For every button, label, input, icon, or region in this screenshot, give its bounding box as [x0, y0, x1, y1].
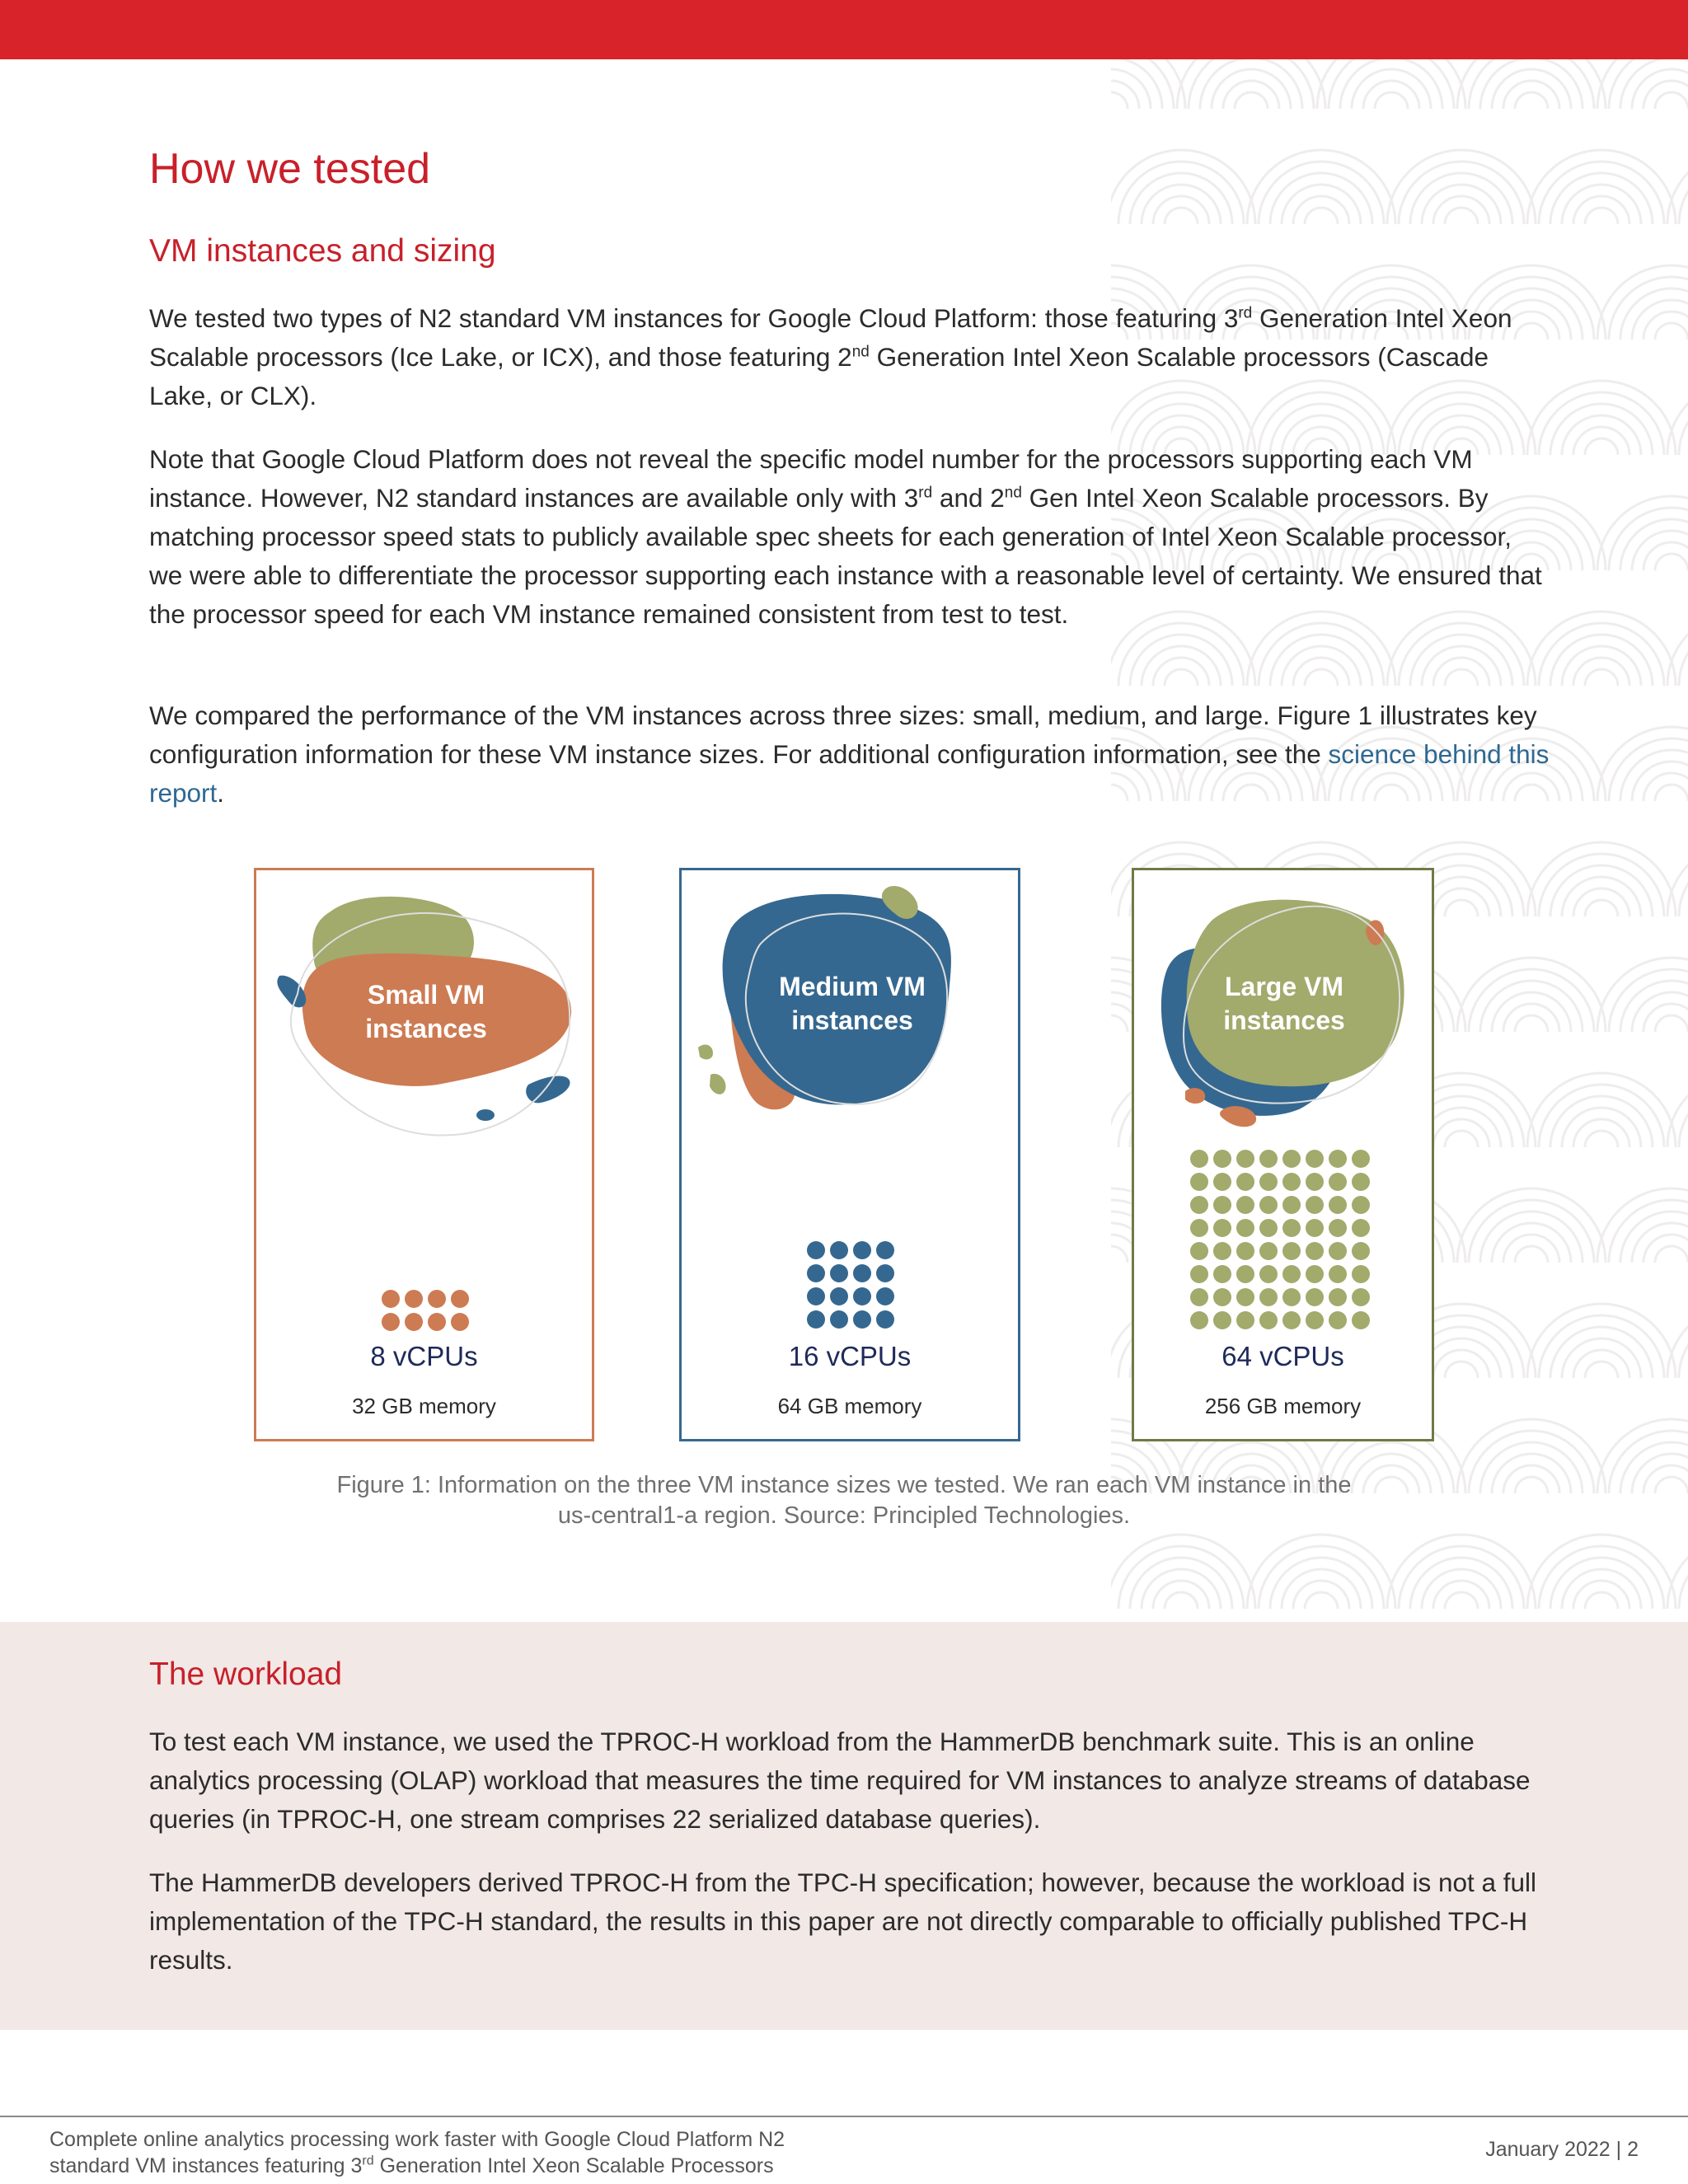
vcpu-dot — [451, 1290, 469, 1308]
vcpu-dot — [1352, 1219, 1370, 1237]
vcpu-dot — [1236, 1196, 1254, 1214]
medium-vm-vcpus: 16 vCPUs — [788, 1341, 912, 1371]
vcpu-dot — [1306, 1311, 1324, 1329]
vcpu-dot — [830, 1287, 848, 1305]
section-heading-workload: The workload — [149, 1657, 343, 1692]
vcpu-dot — [1282, 1173, 1301, 1191]
vcpu-dot — [1259, 1173, 1278, 1191]
vcpu-dot — [1282, 1288, 1301, 1306]
science-behind-report-link[interactable]: science behind this report — [149, 739, 1550, 808]
vcpu-dot — [1282, 1219, 1301, 1237]
vcpu-dot — [1329, 1242, 1347, 1260]
vcpu-dot — [1190, 1150, 1208, 1168]
large-vm-label: Large VM instances — [1223, 972, 1345, 1035]
vcpu-dot — [1329, 1288, 1347, 1306]
vcpu-dot — [428, 1290, 446, 1308]
top-brand-bar — [0, 0, 1688, 59]
vcpu-dot — [1236, 1150, 1254, 1168]
vcpu-dot — [807, 1241, 825, 1259]
vcpu-dot — [1213, 1219, 1231, 1237]
medium-vm-vcpu-dots — [807, 1241, 894, 1329]
medium-vm-card — [679, 868, 1020, 1441]
vcpu-dot — [876, 1287, 894, 1305]
medium-vm-label: Medium VM instances — [779, 972, 926, 1035]
large-vm-card — [1132, 868, 1434, 1441]
vcpu-dot — [876, 1264, 894, 1282]
vcpu-dot — [830, 1264, 848, 1282]
small-vm-card — [254, 868, 594, 1441]
vcpu-dot — [1213, 1288, 1231, 1306]
vcpu-dot — [1190, 1196, 1208, 1214]
vcpu-dot — [853, 1241, 871, 1259]
vcpu-dot — [1282, 1196, 1301, 1214]
small-vm-label: Small VM instances — [365, 980, 487, 1043]
paragraph-tproc-h: To test each VM instance, we used the TPROC-H workload from the HammerDB benchmark suite. This is an online analytics processing (OLAP) workload that measures the time required for VM instances to analyze streams of database queries (in TPROC-H, one stream comprises 22 serialized database queries). — [149, 1727, 1531, 1834]
medium-vm-memory: 64 GB memory — [777, 1394, 922, 1418]
vcpu-dot — [382, 1313, 400, 1331]
vcpu-dot — [405, 1290, 423, 1308]
vcpu-dot — [428, 1313, 446, 1331]
vcpu-dot — [1282, 1242, 1301, 1260]
small-vm-vcpus: 8 vCPUs — [370, 1341, 478, 1371]
paragraph-model-number: Note that Google Cloud Platform does not reveal the specific model number for the processors supporting each VM instance. However, N2 standard instances are available only with 3rd and 2nd Gen Intel Xeon Scalable processors. By matching processor speed stats to publicly available spec sheets for each generation of Intel Xeon Scalable processor, we were able to differentiate the processor supporting each instance with a reasonable level of certainty. We ensured that the processor speed for each VM instance remained consistent from test to test. — [149, 444, 1542, 629]
vcpu-dot — [1282, 1311, 1301, 1329]
section-heading-sizing: VM instances and sizing — [149, 233, 496, 269]
vcpu-dot — [1329, 1311, 1347, 1329]
vcpu-dot — [1213, 1173, 1231, 1191]
small-vm-memory: 32 GB memory — [352, 1394, 496, 1418]
vcpu-dot — [1352, 1242, 1370, 1260]
vcpu-dot — [853, 1310, 871, 1329]
vcpu-dot — [1329, 1150, 1347, 1168]
large-vm-vcpus: 64 vCPUs — [1221, 1341, 1344, 1371]
vcpu-dot — [1236, 1265, 1254, 1283]
vcpu-dot — [1190, 1288, 1208, 1306]
large-vm-vcpu-dots — [1190, 1150, 1370, 1329]
vcpu-dot — [1306, 1288, 1324, 1306]
vcpu-dot — [1329, 1265, 1347, 1283]
vcpu-dot — [1282, 1150, 1301, 1168]
vcpu-dot — [1190, 1219, 1208, 1237]
vcpu-dot — [451, 1313, 469, 1331]
vcpu-dot — [1306, 1150, 1324, 1168]
paragraph-sizes: We compared the performance of the VM instances across three sizes: small, medium, and large. Figure 1 illustrates key configuration information for these VM instance sizes. For additional configuration information, see the science behind this report. — [149, 701, 1550, 808]
vcpu-dot — [1329, 1173, 1347, 1191]
vcpu-dot — [1213, 1265, 1231, 1283]
vcpu-dot — [1236, 1173, 1254, 1191]
vcpu-dot — [1236, 1242, 1254, 1260]
vcpu-dot — [1213, 1150, 1231, 1168]
vcpu-dot — [830, 1241, 848, 1259]
vcpu-dot — [1190, 1173, 1208, 1191]
footer-divider — [0, 2116, 1688, 2117]
vcpu-dot — [1259, 1242, 1278, 1260]
vcpu-dot — [1352, 1150, 1370, 1168]
vcpu-dot — [807, 1310, 825, 1329]
footer-report-title: Complete online analytics processing work faster with Google Cloud Platform N2 standard VM instances featuring 3rd Generation Intel Xeon Scalable Processors — [49, 2128, 785, 2177]
vcpu-dot — [1306, 1196, 1324, 1214]
vcpu-dot — [1259, 1150, 1278, 1168]
vcpu-dot — [1213, 1311, 1231, 1329]
vcpu-dot — [853, 1287, 871, 1305]
vcpu-dot — [1213, 1242, 1231, 1260]
figure-caption: Figure 1: Information on the three VM instance sizes we tested. We ran each VM instance in the us-central1-a region. Source: Principled Technologies. — [336, 1472, 1352, 1529]
vcpu-dot — [853, 1264, 871, 1282]
vcpu-dot — [1352, 1311, 1370, 1329]
vcpu-dot — [1306, 1173, 1324, 1191]
vcpu-dot — [1190, 1265, 1208, 1283]
page-title: How we tested — [149, 145, 431, 193]
vcpu-dot — [1259, 1265, 1278, 1283]
vcpu-dot — [1306, 1265, 1324, 1283]
vcpu-dot — [1282, 1265, 1301, 1283]
vcpu-dot — [1352, 1196, 1370, 1214]
vcpu-dot — [405, 1313, 423, 1331]
vcpu-dot — [1259, 1311, 1278, 1329]
vcpu-dot — [1306, 1219, 1324, 1237]
vcpu-dot — [1190, 1242, 1208, 1260]
paragraph-vm-types: We tested two types of N2 standard VM instances for Google Cloud Platform: those featuring 3rd Generation Intel Xeon Scalable processors (Ice Lake, or ICX), and those featuring 2nd Generation Intel Xeon Scalable processors (Cascade Lake, or CLX). — [149, 303, 1512, 410]
vcpu-dot — [1352, 1288, 1370, 1306]
large-vm-memory: 256 GB memory — [1204, 1394, 1362, 1418]
vcpu-dot — [876, 1241, 894, 1259]
small-vm-vcpu-dots — [382, 1290, 469, 1331]
vcpu-dot — [1329, 1219, 1347, 1237]
vcpu-dot — [1352, 1265, 1370, 1283]
vcpu-dot — [1190, 1311, 1208, 1329]
vcpu-dot — [1329, 1196, 1347, 1214]
vcpu-dot — [1352, 1173, 1370, 1191]
vcpu-dot — [807, 1287, 825, 1305]
vcpu-dot — [1306, 1242, 1324, 1260]
footer-date-page: January 2022 | 2 — [1485, 2138, 1639, 2161]
vcpu-dot — [1236, 1219, 1254, 1237]
vcpu-dot — [1259, 1196, 1278, 1214]
vcpu-dot — [1259, 1219, 1278, 1237]
vcpu-dot — [807, 1264, 825, 1282]
vcpu-dot — [382, 1290, 400, 1308]
vcpu-dot — [1259, 1288, 1278, 1306]
vcpu-dot — [830, 1310, 848, 1329]
vcpu-dot — [1236, 1288, 1254, 1306]
paragraph-tpc-h-note: The HammerDB developers derived TPROC-H from the TPC-H specification; however, because the workload is not a full implementation of the TPC-H standard, the results in this paper are not directly comparable to officially published TPC-H results. — [149, 1868, 1537, 1975]
vcpu-dot — [876, 1310, 894, 1329]
vcpu-dot — [1213, 1196, 1231, 1214]
vcpu-dot — [1236, 1311, 1254, 1329]
